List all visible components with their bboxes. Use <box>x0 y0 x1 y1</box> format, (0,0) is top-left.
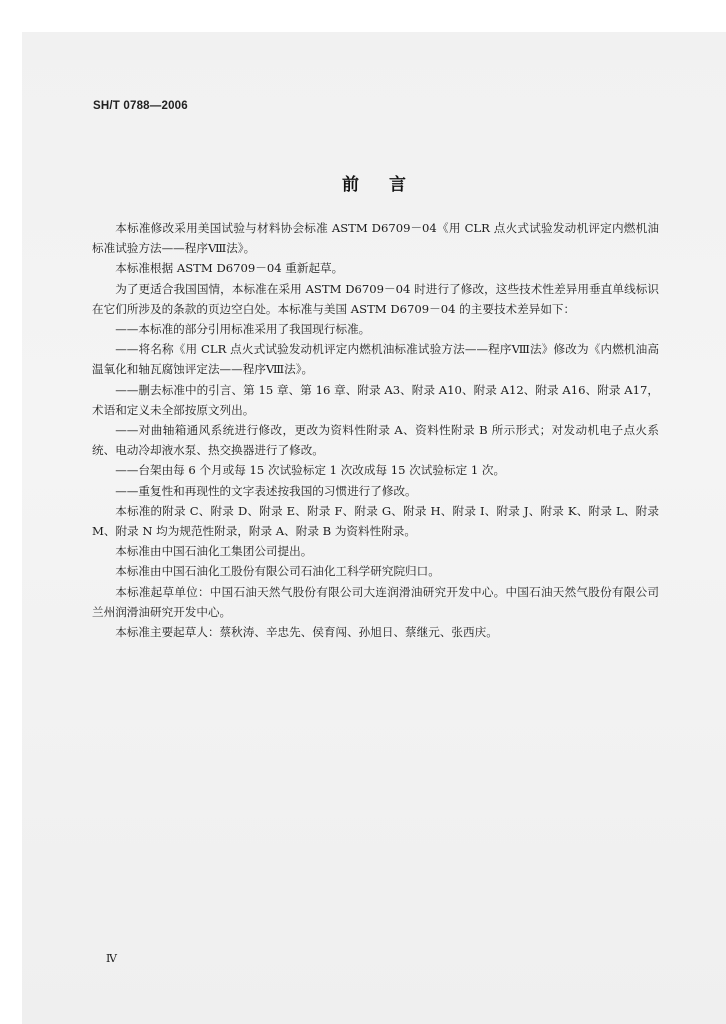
paragraph-adoption: 本标准修改采用美国试验与材料协会标准 ASTM D6709－04《用 CLR 点火式试验发动机评定内燃机油标准试验方法——程序Ⅷ法》。 <box>92 221 659 256</box>
paragraph-diff-name: ——将名称《用 CLR 点火式试验发动机评定内燃机油标准试验方法——程序Ⅷ法》修改为《内燃机油高温氧化和轴瓦腐蚀评定法——程序Ⅷ法》。 <box>92 342 659 377</box>
paragraph-diff-calibration: ——台架由每 6 个月或每 15 次试验标定 1 次改成每 15 次试验标定 1 次。 <box>115 463 506 478</box>
document-code: SH/T 0788—2006 <box>93 100 188 112</box>
paragraph-diff-precision: ——重复性和再现性的文字表述按我国的习惯进行了修改。 <box>115 483 417 498</box>
paragraph-diff-removed: ——删去标准中的引言、第 15 章、第 16 章、附录 A3、附录 A10、附录 A12、附录 A16、附录 A17，术语和定义未全部按原文列出。 <box>92 382 659 417</box>
page-title: 前言 <box>342 175 436 195</box>
paragraph-redrafted: 本标准根据 ASTM D6709－04 重新起草。 <box>115 261 344 276</box>
paragraph-modifications: 为了更适合我国国情，本标准在采用 ASTM D6709－04 时进行了修改，这些技术性差异用垂直单线标识在它们所涉及的条款的页边空白处。本标准与美国 ASTM D6709－04 的主要技术差异如下： <box>92 281 659 316</box>
paragraph-annexes: 本标准的附录 C、附录 D、附录 E、附录 F、附录 G、附录 H、附录 I、附录 J、附录 K、附录 L、附录 M、附录 N 均为规范性附录，附录 A、附录 B 为资料性附录。 <box>92 503 659 539</box>
paragraph-drafting-units: 本标准起草单位：中国石油天然气股份有限公司大连润滑油研究开发中心。中国石油天然气股份有限公司兰州润滑油研究开发中心。 <box>92 584 659 619</box>
paragraph-centralized-by: 本标准由中国石油化工股份有限公司石油化工科学研究院归口。 <box>115 564 440 579</box>
paragraph-diff-ventilation: ——对曲轴箱通风系统进行修改，更改为资料性附录 A、资料性附录 B 所示形式；对发动机电子点火系统、电动冷却液水泵、热交换器进行了修改。 <box>92 423 659 458</box>
page-number: Ⅳ <box>106 952 117 965</box>
paragraph-proposed-by: 本标准由中国石油化工集团公司提出。 <box>115 544 313 559</box>
foreword-body <box>92 218 659 642</box>
document-page <box>22 32 726 1024</box>
paragraph-drafters: 本标准主要起草人：蔡秋涛、辛忠先、侯育闯、孙旭日、蔡继元、张西庆。 <box>115 625 498 640</box>
paragraph-diff-references: ——本标准的部分引用标准采用了我国现行标准。 <box>115 322 371 337</box>
